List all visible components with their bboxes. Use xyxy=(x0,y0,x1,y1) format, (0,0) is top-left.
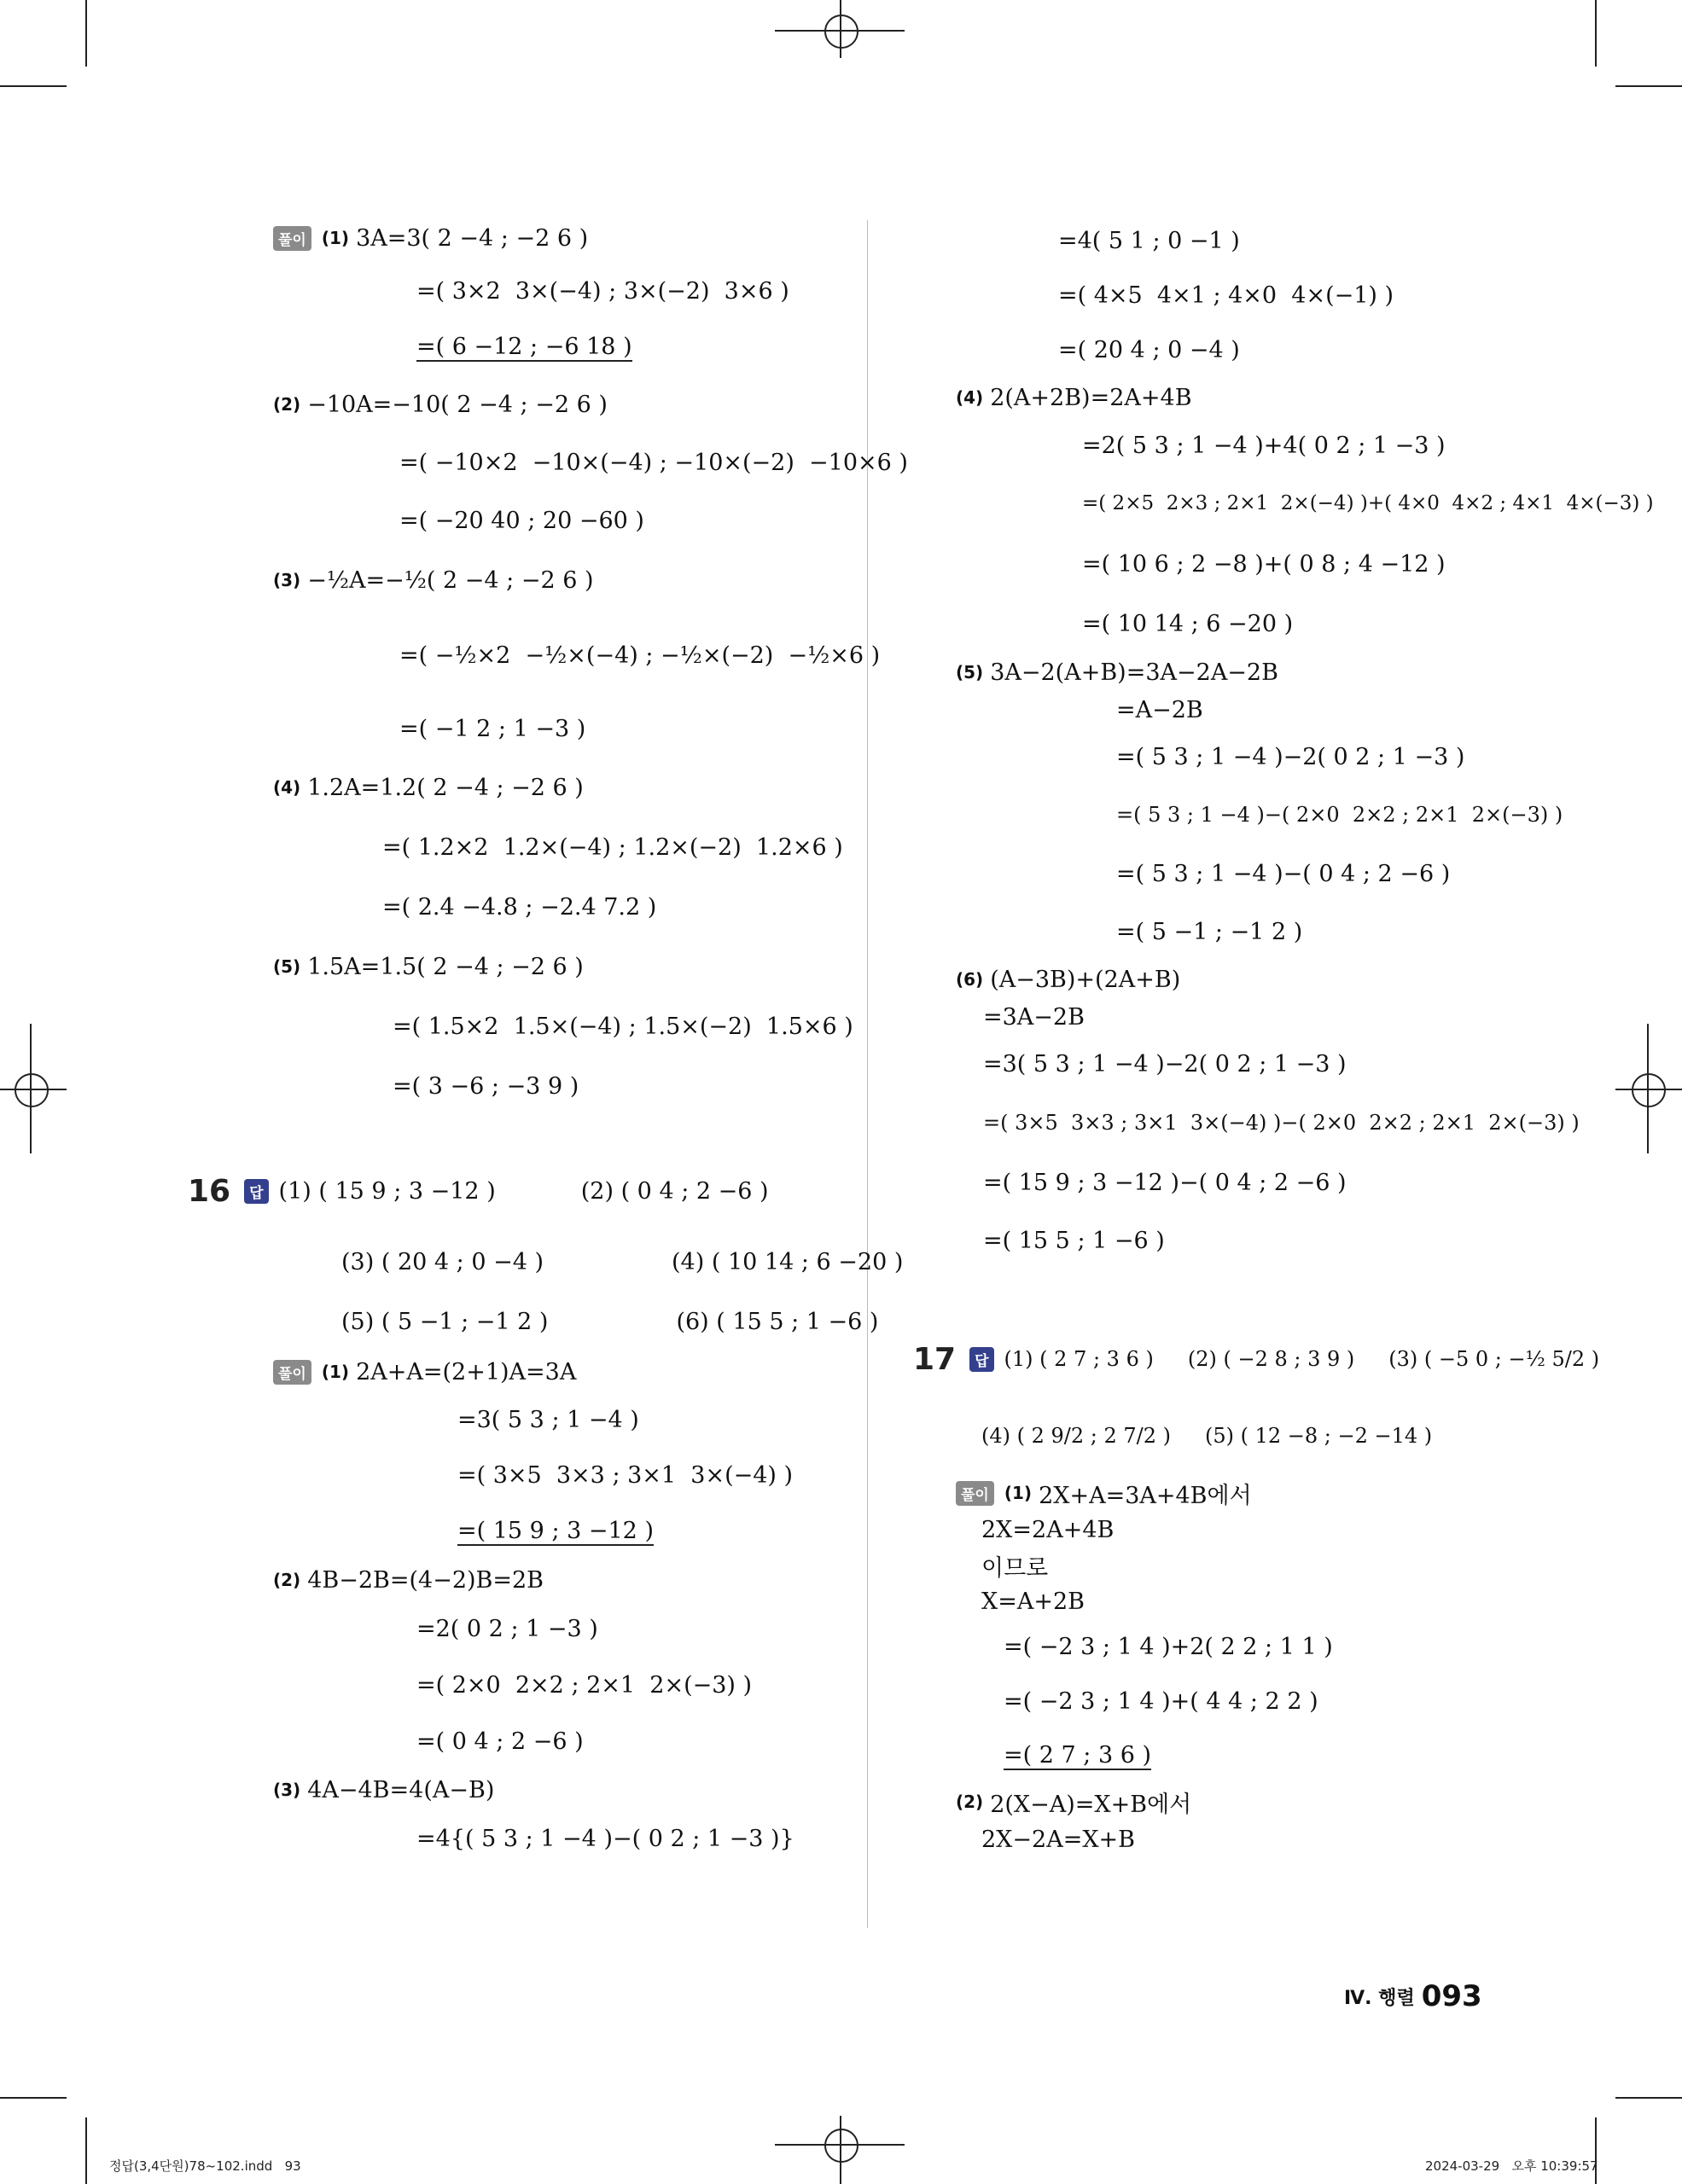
math-line: =( −1 2 ; 1 −3 ) xyxy=(399,715,586,742)
math-line: =( −2 3 ; 1 4 )+( 4 4 ; 2 2 ) xyxy=(1004,1687,1318,1715)
registration-line xyxy=(1647,1024,1649,1153)
math-line: =( 2.4 −4.8 ; −2.4 7.2 ) xyxy=(382,893,657,921)
math-line: =( 10 6 ; 2 −8 )+( 0 8 ; 4 −12 ) xyxy=(1082,550,1446,578)
solution-tag: 풀이 xyxy=(273,226,311,251)
math-line: =( 5 3 ; 1 −4 )−( 0 4 ; 2 −6 ) xyxy=(1116,860,1451,887)
math-line: 4A−4B=4(A−B) xyxy=(307,1776,495,1804)
math-line: −½A=−½( 2 −4 ; −2 6 ) xyxy=(307,566,594,594)
math-line: =( 15 9 ; 3 −12 ) xyxy=(457,1517,654,1544)
part-number: (4) xyxy=(956,387,984,408)
solution-tag: 풀이 xyxy=(273,1360,311,1385)
registration-target-icon xyxy=(824,15,858,49)
math-line: =3( 5 3 ; 1 −4 ) xyxy=(457,1406,639,1433)
footer-file-info: 정답(3,4단원)78~102.indd 93 xyxy=(109,2158,301,2174)
part-number: (2) xyxy=(956,1792,984,1812)
answer-tag: 답 xyxy=(969,1347,993,1372)
answer-item: (3) ( −5 0 ; −½ 5/2 ) xyxy=(1388,1347,1600,1371)
page-number: 093 xyxy=(1421,1979,1482,2013)
math-line: =3A−2B xyxy=(983,1003,1085,1031)
problem-number: 16 xyxy=(188,1173,231,1209)
part-number: (5) xyxy=(273,956,301,977)
math-line: =2( 0 2 ; 1 −3 ) xyxy=(416,1615,598,1642)
crop-mark xyxy=(0,85,67,87)
math-line: 2(A+2B)=2A+4B xyxy=(990,384,1192,411)
math-line: 2X+A=3A+4B에서 xyxy=(1039,1482,1252,1509)
part-number: (2) xyxy=(273,1570,301,1590)
math-line: 이므로 xyxy=(981,1554,1049,1582)
math-line: 3A−2(A+B)=3A−2A−2B xyxy=(990,659,1278,686)
math-line: =( 2 7 ; 3 6 ) xyxy=(1004,1741,1151,1769)
answer-item: (1) ( 2 7 ; 3 6 ) xyxy=(1004,1347,1154,1371)
answer-item: (2) ( −2 8 ; 3 9 ) xyxy=(1187,1347,1355,1371)
answer-item: (1) ( 15 9 ; 3 −12 ) xyxy=(278,1177,496,1205)
registration-line xyxy=(30,1024,32,1153)
part-number: (3) xyxy=(273,570,301,590)
crop-mark xyxy=(1595,0,1597,67)
crop-mark xyxy=(1615,85,1682,87)
math-line: =( 10 14 ; 6 −20 ) xyxy=(1082,610,1294,637)
math-line: 1.5A=1.5( 2 −4 ; −2 6 ) xyxy=(307,953,584,980)
crop-mark xyxy=(85,2117,87,2184)
part-number: (6) xyxy=(956,969,984,990)
registration-line xyxy=(0,1089,67,1090)
math-line: 1.2A=1.2( 2 −4 ; −2 6 ) xyxy=(307,774,584,801)
part-number: (5) xyxy=(956,662,984,682)
part-number: (3) xyxy=(273,1780,301,1800)
part-number: (4) xyxy=(273,777,301,798)
part-number: (1) xyxy=(321,228,350,248)
footer-timestamp: 2024-03-29 오후 10:39:57 xyxy=(1425,2158,1598,2174)
math-line: =( 15 5 ; 1 −6 ) xyxy=(983,1227,1165,1254)
math-line: =( 3×2 3×(−4) ; 3×(−2) 3×6 ) xyxy=(416,277,789,305)
answer-item: (4) ( 10 14 ; 6 −20 ) xyxy=(672,1248,904,1275)
registration-target-icon xyxy=(824,2129,858,2163)
left-column xyxy=(188,213,908,1867)
math-line: =( −10×2 −10×(−4) ; −10×(−2) −10×6 ) xyxy=(399,449,908,476)
math-line: 3A=3( 2 −4 ; −2 6 ) xyxy=(356,224,589,252)
math-line: =4{( 5 3 ; 1 −4 )−( 0 2 ; 1 −3 )} xyxy=(416,1825,794,1852)
math-line: =( 2×5 2×3 ; 2×1 2×(−4) )+( 4×0 4×2 ; 4×1 4×(−3) ) xyxy=(1082,492,1654,514)
part-number: (1) xyxy=(321,1362,350,1382)
answer-item: (4) ( 2 9/2 ; 2 7/2 ) xyxy=(981,1424,1171,1448)
math-line: =( 1.5×2 1.5×(−4) ; 1.5×(−2) 1.5×6 ) xyxy=(393,1013,853,1040)
math-line: X=A+2B xyxy=(981,1588,1085,1615)
math-line: =( 6 −12 ; −6 18 ) xyxy=(416,333,632,360)
answer-item: (5) ( 12 −8 ; −2 −14 ) xyxy=(1205,1424,1433,1448)
math-line: =( 15 9 ; 3 −12 )−( 0 4 ; 2 −6 ) xyxy=(983,1169,1347,1196)
registration-line xyxy=(1615,1089,1682,1090)
math-line: =( −20 40 ; 20 −60 ) xyxy=(399,507,644,534)
answer-item: (6) ( 15 5 ; 1 −6 ) xyxy=(676,1308,879,1335)
math-line: =( 3×5 3×3 ; 3×1 3×(−4) ) xyxy=(457,1461,794,1489)
crop-mark xyxy=(1615,2097,1682,2099)
right-column xyxy=(913,213,1654,1858)
math-line: =( 5 3 ; 1 −4 )−( 2×0 2×2 ; 2×1 2×(−3) ) xyxy=(1116,803,1563,827)
math-line: 2X=2A+4B xyxy=(981,1516,1115,1543)
math-line: =( 4×5 4×1 ; 4×0 4×(−1) ) xyxy=(1058,282,1394,309)
math-line: 2(X−A)=X+B에서 xyxy=(990,1791,1192,1818)
registration-line xyxy=(840,2116,841,2184)
part-number: (2) xyxy=(273,394,301,415)
math-line: =( −2 3 ; 1 4 )+2( 2 2 ; 1 1 ) xyxy=(1004,1633,1333,1660)
registration-target-icon xyxy=(15,1073,49,1107)
registration-target-icon xyxy=(1632,1073,1666,1107)
math-line: =2( 5 3 ; 1 −4 )+4( 0 2 ; 1 −3 ) xyxy=(1082,432,1446,459)
chapter-title: Ⅳ. 행렬 xyxy=(1344,1987,1415,2009)
math-line: =( 5 3 ; 1 −4 )−2( 0 2 ; 1 −3 ) xyxy=(1116,743,1465,770)
math-line: =( 3×5 3×3 ; 3×1 3×(−4) )−( 2×0 2×2 ; 2×1 2×(−3) ) xyxy=(983,1111,1580,1135)
math-line: =3( 5 3 ; 1 −4 )−2( 0 2 ; 1 −3 ) xyxy=(983,1050,1347,1077)
math-line: =( −½×2 −½×(−4) ; −½×(−2) −½×6 ) xyxy=(399,642,881,669)
math-line: =( 0 4 ; 2 −6 ) xyxy=(416,1728,584,1755)
math-line: =( 2×0 2×2 ; 2×1 2×(−3) ) xyxy=(416,1671,753,1699)
part-number: (1) xyxy=(1004,1483,1033,1503)
math-line: =A−2B xyxy=(1116,696,1203,723)
math-line: 4B−2B=(4−2)B=2B xyxy=(307,1566,544,1594)
answer-item: (3) ( 20 4 ; 0 −4 ) xyxy=(341,1248,544,1275)
math-line: =( 5 −1 ; −1 2 ) xyxy=(1116,918,1303,945)
answer-tag: 답 xyxy=(244,1179,268,1204)
crop-mark xyxy=(85,0,87,67)
answer-item: (2) ( 0 4 ; 2 −6 ) xyxy=(580,1177,769,1205)
math-line: =( 1.2×2 1.2×(−4) ; 1.2×(−2) 1.2×6 ) xyxy=(382,834,843,861)
math-line: =( 3 −6 ; −3 9 ) xyxy=(393,1072,579,1100)
solution-tag: 풀이 xyxy=(956,1481,994,1506)
math-line: =4( 5 1 ; 0 −1 ) xyxy=(1058,227,1240,254)
math-line: 2X−2A=X+B xyxy=(981,1826,1136,1853)
math-line: =( 20 4 ; 0 −4 ) xyxy=(1058,336,1240,363)
math-line: (A−3B)+(2A+B) xyxy=(990,966,1181,993)
answer-item: (5) ( 5 −1 ; −1 2 ) xyxy=(341,1308,549,1335)
math-line: −10A=−10( 2 −4 ; −2 6 ) xyxy=(307,391,608,418)
problem-number: 17 xyxy=(913,1341,957,1377)
page-header xyxy=(1344,1978,1482,2015)
crop-mark xyxy=(0,2097,67,2099)
math-line: 2A+A=(2+1)A=3A xyxy=(356,1358,577,1385)
column-divider xyxy=(867,220,868,1928)
registration-line xyxy=(840,0,841,58)
